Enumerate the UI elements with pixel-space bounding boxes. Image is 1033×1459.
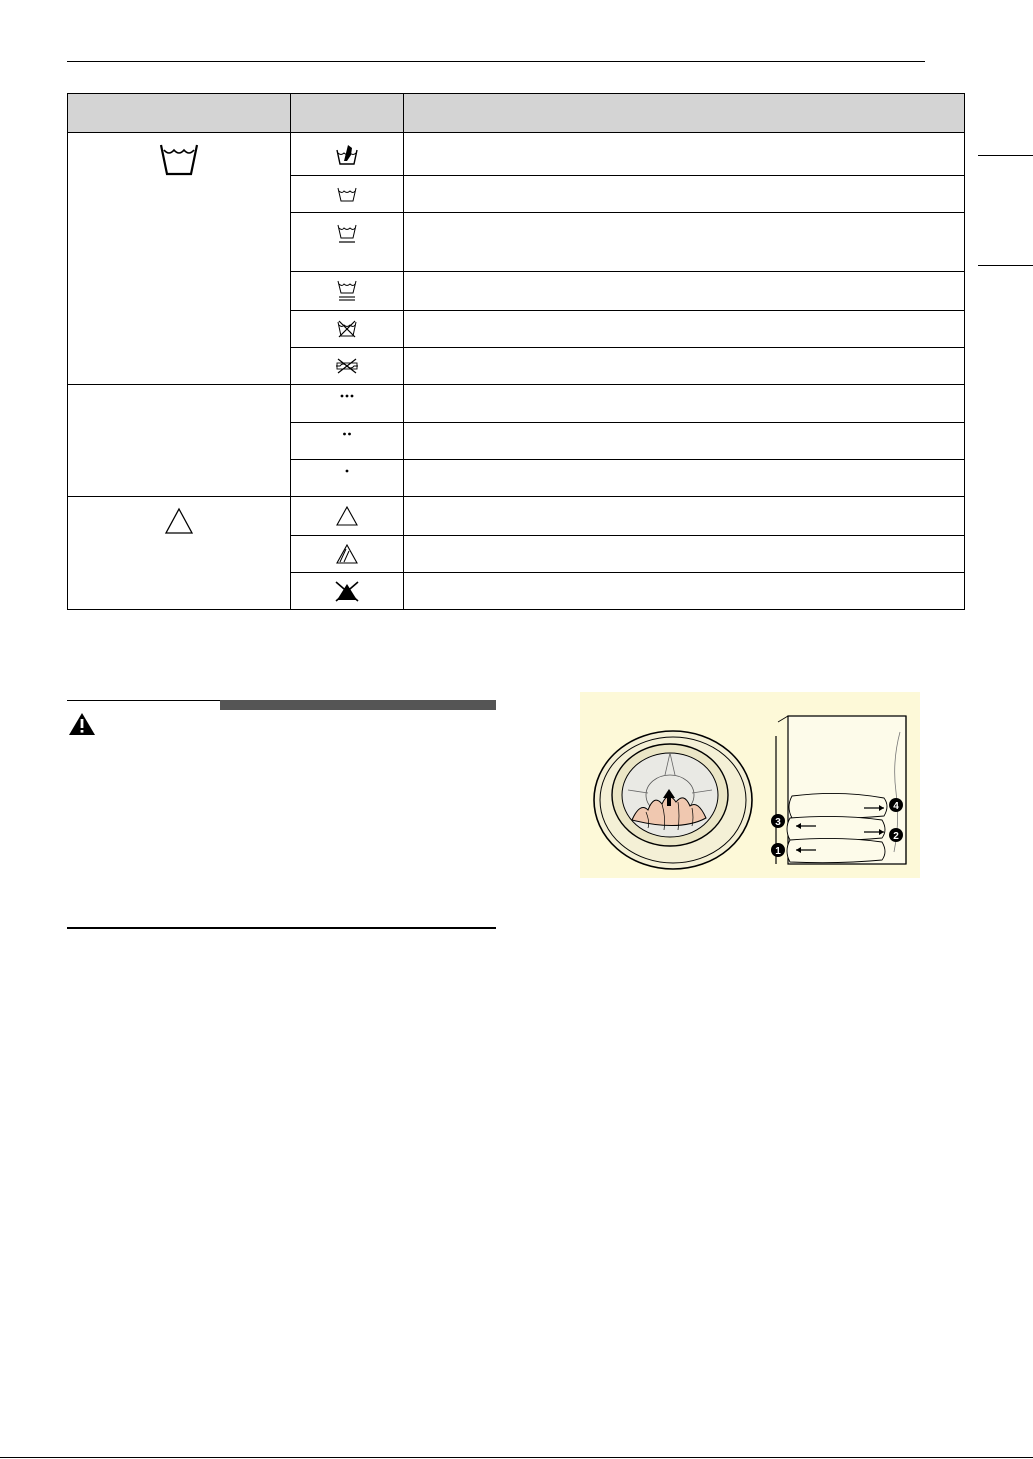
footer-rule xyxy=(0,1457,1033,1458)
warning-triangle-icon xyxy=(68,712,96,736)
symbol-cell xyxy=(291,536,404,573)
tub-normal-icon xyxy=(336,185,358,203)
symbol-cell xyxy=(291,176,404,213)
one-dot-icon xyxy=(344,468,350,474)
side-tab-mark-bottom xyxy=(978,265,1033,266)
symbol-cell xyxy=(291,573,404,610)
category-cell-drying xyxy=(68,385,291,497)
category-cell-washing xyxy=(68,133,291,385)
warning-panel xyxy=(67,700,496,930)
table-row xyxy=(68,385,965,423)
drum-side-view-icon xyxy=(771,716,906,864)
step-label-1: 1 xyxy=(775,846,781,857)
tub-two-bars-icon xyxy=(336,279,358,303)
meaning-cell xyxy=(404,573,965,610)
three-dots-icon xyxy=(339,393,355,399)
meaning-cell xyxy=(404,460,965,497)
table-row xyxy=(68,497,965,536)
loading-illustration xyxy=(580,692,920,878)
wring-crossed-icon xyxy=(334,357,360,375)
warning-bottom-rule xyxy=(67,927,496,929)
table-header-row xyxy=(68,94,965,133)
symbol-cell xyxy=(291,272,404,311)
meaning-cell xyxy=(404,311,965,348)
side-tab-mark-top xyxy=(978,155,1033,156)
tub-crossed-icon xyxy=(336,319,358,339)
washer-door-icon xyxy=(594,731,752,869)
hand-wash-icon xyxy=(335,142,359,166)
symbol-cell xyxy=(291,213,404,272)
care-symbols-table xyxy=(67,93,965,610)
step-label-2: 2 xyxy=(893,831,899,842)
meaning-cell xyxy=(404,385,965,423)
symbol-cell xyxy=(291,423,404,460)
symbol-cell xyxy=(291,133,404,176)
loading-illustration-drawing xyxy=(580,692,920,878)
meaning-cell xyxy=(404,423,965,460)
symbol-cell xyxy=(291,385,404,423)
column-header-category xyxy=(68,94,291,133)
warning-title-bar xyxy=(220,700,496,710)
triangle-icon xyxy=(336,506,358,526)
symbol-cell xyxy=(291,497,404,536)
category-cell-bleach xyxy=(68,497,291,610)
meaning-cell xyxy=(404,176,965,213)
triangle-crossed-icon xyxy=(334,580,360,602)
meaning-cell xyxy=(404,536,965,573)
tub-one-bar-icon xyxy=(336,223,358,245)
two-dots-icon xyxy=(341,431,353,437)
column-header-meaning xyxy=(404,94,965,133)
step-label-3: 3 xyxy=(775,817,781,828)
wash-tub-icon xyxy=(158,141,200,177)
header-rule xyxy=(67,61,925,62)
meaning-cell xyxy=(404,272,965,311)
meaning-cell xyxy=(404,213,965,272)
symbol-cell xyxy=(291,348,404,385)
triangle-striped-icon xyxy=(336,544,358,564)
bleach-triangle-icon xyxy=(164,507,194,535)
symbol-cell xyxy=(291,460,404,497)
step-label-4: 4 xyxy=(893,801,899,812)
meaning-cell xyxy=(404,133,965,176)
column-header-symbol xyxy=(291,94,404,133)
table-row xyxy=(68,133,965,176)
meaning-cell xyxy=(404,497,965,536)
symbol-cell xyxy=(291,311,404,348)
meaning-cell xyxy=(404,348,965,385)
